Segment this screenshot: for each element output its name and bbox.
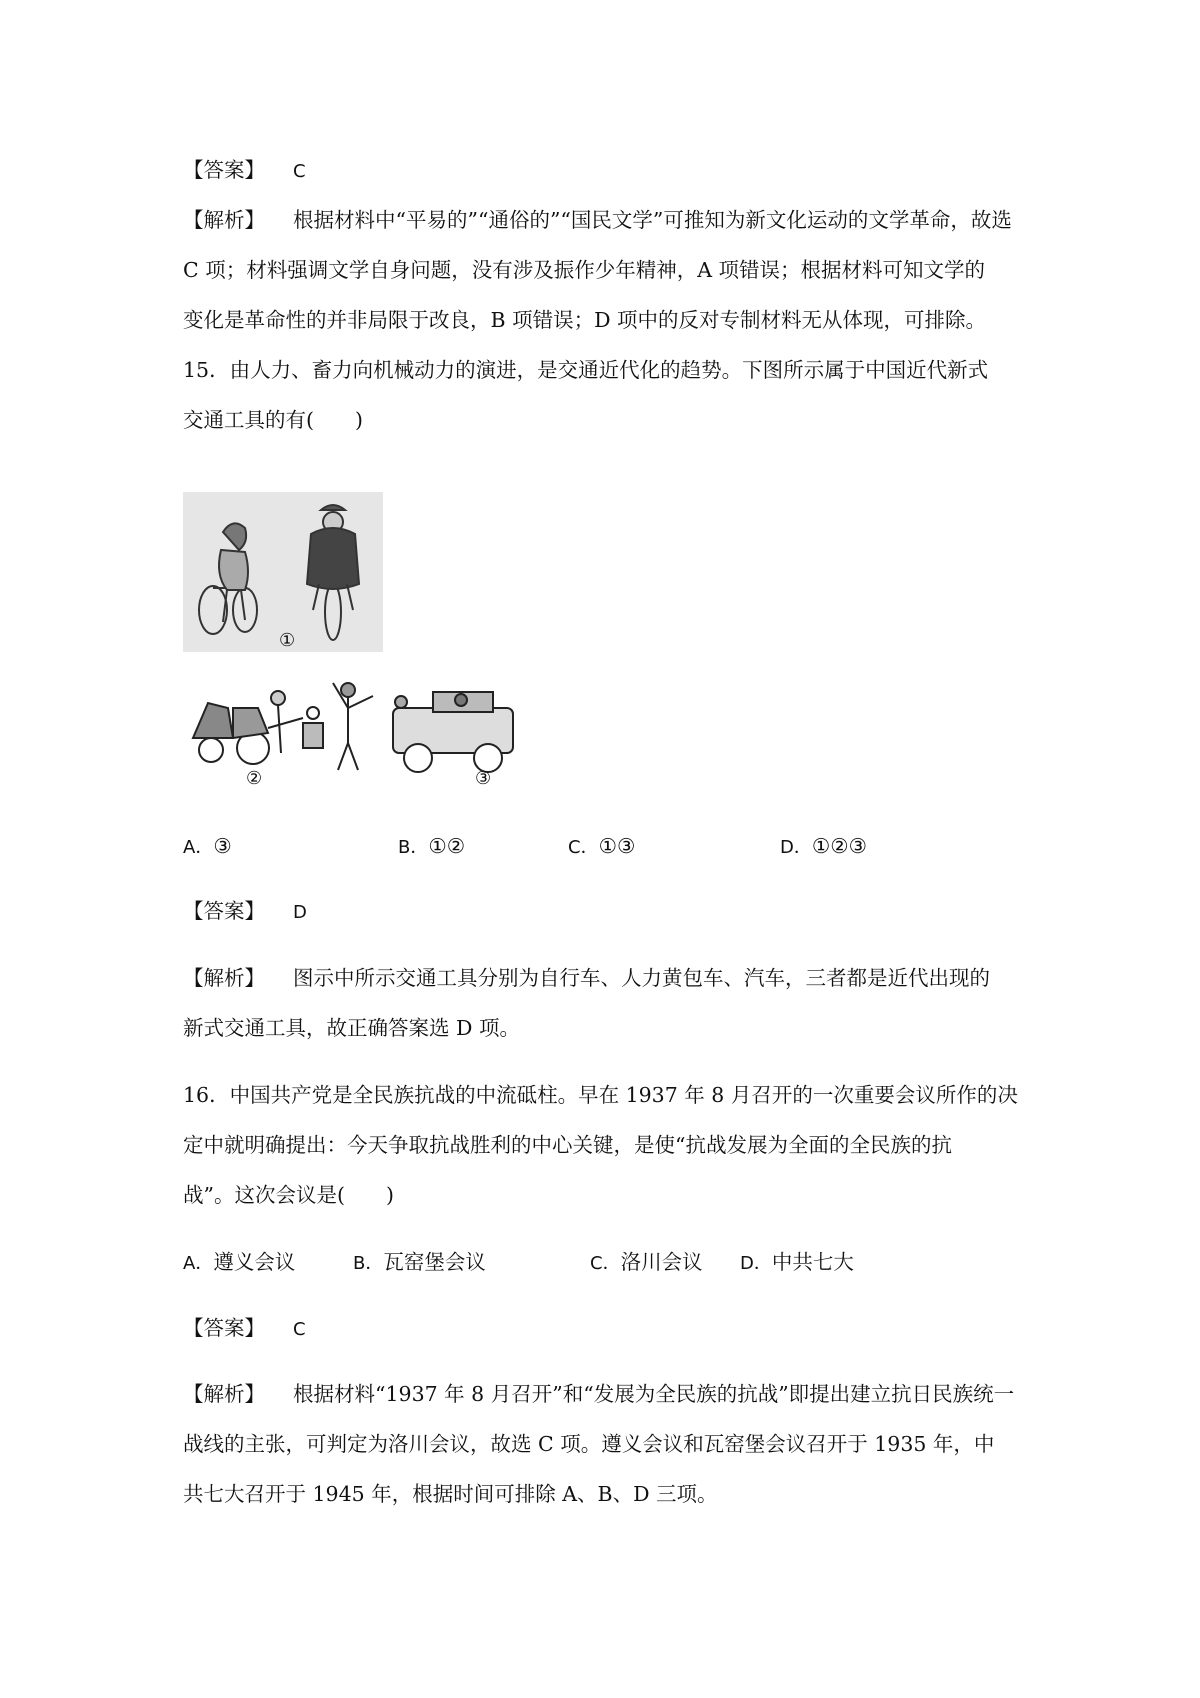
option-text: ③ <box>213 834 232 858</box>
answer-tag: 【答案】 <box>183 899 265 923</box>
q16-stem-line-2: 定中就明确提出：今天争取抗战胜利的中心关键，是使“抗战发展为全面的全民族的抗 <box>183 1133 952 1157</box>
analysis-tag: 【解析】 <box>183 1382 265 1406</box>
answer-tag: 【答案】 <box>183 158 265 182</box>
q15-analysis-line-2: 新式交通工具，故正确答案选 D 项。 <box>183 1016 520 1040</box>
q16-analysis-line-2: 战线的主张，可判定为洛川会议，故选 C 项。遵义会议和瓦窑堡会议召开于 1935 年，中 <box>183 1432 995 1456</box>
q16-stem-line-1: 16．中国共产党是全民族抗战的中流砥柱。早在 1937 年 8 月召开的一次重要会议所作的决 <box>183 1083 1018 1107</box>
q16-option-d <box>740 1248 854 1278</box>
analysis-tag: 【解析】 <box>183 208 265 232</box>
q15-option-b <box>398 832 465 862</box>
option-label: A． <box>183 837 214 858</box>
figure-label-1: ① <box>279 630 296 651</box>
option-text: 洛川会议 <box>620 1250 703 1274</box>
q15-option-a <box>183 832 232 862</box>
q16-option-a <box>183 1248 295 1278</box>
answer-tag: 【答案】 <box>183 1316 265 1340</box>
analysis-text: 根据材料“1937 年 8 月召开”和“发展为全民族的抗战”即提出建立抗日民族统一 <box>293 1382 1015 1406</box>
answer-value: C <box>293 1319 306 1340</box>
option-label: D． <box>780 837 812 858</box>
q15-analysis-line-1 <box>183 964 990 992</box>
option-label: B． <box>353 1253 384 1274</box>
q16-answer-line <box>183 1314 306 1344</box>
q16-analysis-line-1 <box>183 1380 1014 1408</box>
q15-answer-line <box>183 897 307 927</box>
option-text: 瓦窑堡会议 <box>383 1250 486 1274</box>
q16-analysis-line-3: 共七大召开于 1945 年，根据时间可排除 A、B、D 三项。 <box>183 1482 718 1506</box>
analysis-tag: 【解析】 <box>183 966 265 990</box>
option-label: D． <box>740 1253 772 1274</box>
answer-value: D <box>293 902 307 923</box>
option-label: C． <box>590 1253 621 1274</box>
option-text: 遵义会议 <box>213 1250 296 1274</box>
q14-analysis-line-1 <box>183 206 1012 234</box>
bicycle-drawing <box>183 492 383 652</box>
rickshaw-car-illustration <box>183 678 523 794</box>
figure-label-2: ② <box>246 768 263 789</box>
q16-option-b <box>353 1248 486 1278</box>
analysis-text: 图示中所示交通工具分别为自行车、人力黄包车、汽车，三者都是近代出现的 <box>293 966 990 990</box>
option-text: ①③ <box>598 834 636 858</box>
rickshaw-car-drawing <box>183 678 523 778</box>
q16-stem-line-3: 战”。这次会议是( ) <box>183 1183 394 1207</box>
answer-value: C <box>293 161 306 182</box>
q15-option-d <box>780 832 867 862</box>
analysis-text: 根据材料中“平易的”“通俗的”“国民文学”可推知为新文化运动的文学革命，故选 <box>293 208 1012 232</box>
q14-answer-line <box>183 156 306 186</box>
option-label: B． <box>398 837 429 858</box>
q15-stem-line-2: 交通工具的有( ) <box>183 408 363 432</box>
q15-option-c <box>568 832 635 862</box>
option-text: ①② <box>428 834 466 858</box>
option-text: 中共七大 <box>771 1250 854 1274</box>
q14-analysis-line-3: 变化是革命性的并非局限于改良，B 项错误；D 项中的反对专制材料无从体现，可排除。 <box>183 308 987 332</box>
bicycle-illustration <box>183 492 383 652</box>
figure-label-3: ③ <box>475 768 492 789</box>
q15-stem-line-1: 15．由人力、畜力向机械动力的演进，是交通近代化的趋势。下图所示属于中国近代新式 <box>183 358 989 382</box>
option-label: C． <box>568 837 599 858</box>
q16-option-c <box>590 1248 703 1278</box>
q14-analysis-line-2: C 项；材料强调文学自身问题，没有涉及振作少年精神，A 项错误；根据材料可知文学的 <box>183 258 986 282</box>
option-label: A． <box>183 1253 214 1274</box>
option-text: ①②③ <box>811 834 868 858</box>
